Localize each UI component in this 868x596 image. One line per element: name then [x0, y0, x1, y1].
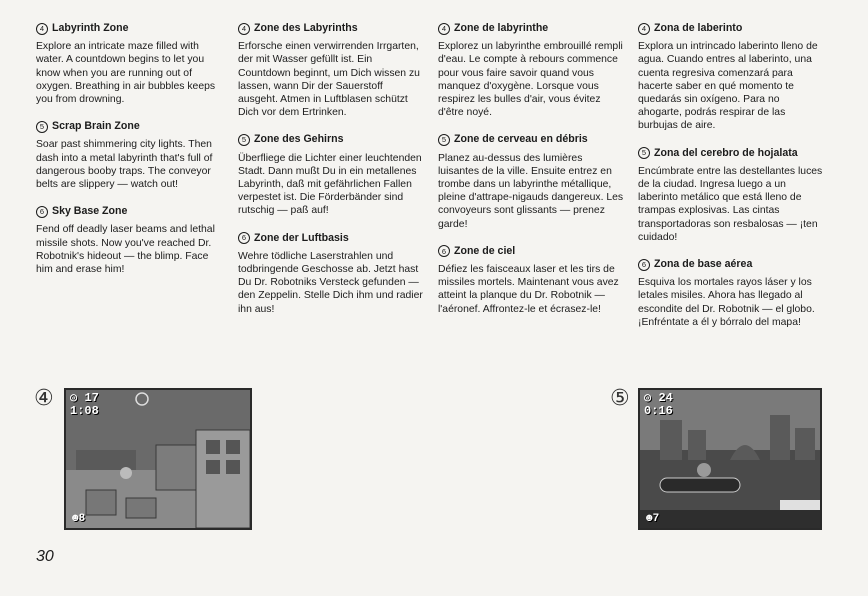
hud — [644, 392, 673, 418]
section-title: Labyrinth Zone — [52, 22, 129, 34]
screenshot-scrap-brain-zone — [638, 388, 822, 530]
circled-number: 4 — [36, 23, 48, 35]
section-sky-base — [36, 205, 222, 276]
section-body: Überfliege die Lichter einer leuchtenden Stadt. Dann mußt Du in ein metallenes Labyrinth, daß mit gefährlichen Fallen verpestet ist. Die Förderbänder sind rutschig — paß auf! — [238, 152, 422, 217]
timer: 0:16 — [644, 404, 673, 418]
section-body: Planez au-dessus des lumières luisantes de la ville. Ensuite entrez en trombe dans un labyrinthe métallique, pleine d'attrape-nigauds dangereux. Les convoyeurs sont glissants — prenez garde! — [438, 152, 624, 230]
section-scrap-brain — [36, 120, 222, 191]
section-labyrinth — [638, 22, 824, 133]
section-body: Erforsche einen verwirrenden Irrgarten, der mit Wasser gefüllt ist. Ein Countdown beginnt, um Dich wissen zu lassen, wann Dir der Sauerstoff ausgeht. Atmen in Luftblasen schützt Dich vor dem Ertrinken. — [238, 41, 420, 119]
section-title: Zone de ciel — [454, 244, 516, 257]
circled-number: 4 — [638, 23, 650, 35]
circled-number: 6 — [36, 206, 48, 218]
ring-count: 24 — [658, 391, 673, 405]
section-scrap-brain — [638, 147, 824, 244]
page-number: 30 — [36, 548, 54, 565]
section-title: Zone des Labyrinths — [254, 22, 358, 34]
section-title: Scrap Brain Zone — [52, 120, 140, 133]
section-body: Esquiva los mortales rayos láser y los letales misiles. Ahora has llegado al escondite del Dr. Robotnik — el globo. ¡Enfréntate a él y bórralo del mapa! — [638, 277, 815, 328]
section-body: Fend off deadly laser beams and lethal missile shots. Now you've reached Dr. Robotnik's hideout — the blimp. Face him and erase him! — [36, 224, 215, 276]
column-english — [36, 22, 222, 290]
section-body: Explorez un labyrinthe embrouillé rempli d'eau. Le compte à rebours commence pour vous faire savoir quand vous manquez d'oxygène. Lorsque vous respirez les bulles d'air, vous évitez d'être noyé. — [438, 41, 623, 119]
section-body: Soar past shimmering city lights. Then dash into a metal labyrinth that's full of dangerous booby traps. The conveyor belts are slippery — watch out! — [36, 139, 213, 191]
section-scrap-brain — [438, 133, 624, 230]
ring-icon: ◎ — [70, 391, 78, 405]
lives-counter: ☻8 — [72, 513, 86, 525]
circled-number: 6 — [238, 232, 250, 244]
circled-number: 6 — [438, 245, 450, 257]
screenshot-number: ⑤ — [610, 385, 630, 410]
column-french — [438, 22, 624, 330]
circled-number: 5 — [238, 134, 250, 146]
circled-number: 6 — [638, 259, 650, 271]
section-body: Explora un intrincado laberinto lleno de agua. Cuando entres al laberinto, una cuenta regresiva comenzará para hacerte saber en qué momento te quedarás sin oxígeno. Para no ahogarte, podrás respirar de las burbujas de aire. — [638, 41, 818, 132]
circled-number: 4 — [238, 23, 250, 35]
section-labyrinth — [36, 22, 222, 106]
section-sky-base — [238, 232, 424, 316]
ring-icon: ◎ — [644, 391, 652, 405]
section-title: Zone de labyrinthe — [454, 22, 549, 34]
section-sky-base — [438, 245, 624, 316]
circled-number: 4 — [438, 23, 450, 35]
hud — [70, 392, 99, 418]
section-scrap-brain — [238, 133, 424, 217]
lives-counter: ☻7 — [646, 513, 660, 525]
section-labyrinth — [438, 22, 624, 119]
section-title: Sky Base Zone — [52, 205, 128, 218]
circled-number: 5 — [438, 134, 450, 146]
screenshot-labyrinth-zone — [64, 388, 252, 530]
section-title: Zona del cerebro de hojalata — [654, 146, 798, 159]
ring-count: 17 — [84, 391, 99, 405]
section-sky-base — [638, 258, 824, 329]
section-title: Zone der Luftbasis — [254, 231, 349, 244]
section-body: Défiez les faisceaux laser et les tirs de missiles mortels. Maintenant vous avez atteint la planque du Dr. Robotnik — l'aéronef. Affrontez-le et écrasez-le! — [438, 264, 619, 315]
column-german — [238, 22, 424, 330]
circled-number: 5 — [638, 147, 650, 159]
section-title: Zone des Gehirns — [254, 133, 344, 146]
sonic-life-icon: ☻ — [646, 513, 653, 525]
circled-number: 5 — [36, 121, 48, 133]
section-labyrinth — [238, 22, 424, 119]
timer: 1:08 — [70, 404, 99, 418]
section-body: Wehre tödliche Laserstrahlen und todbringende Geschosse ab. Jetzt hast Du Dr. Robotniks Versteck gefunden — den Zeppelin. Stelle Dich ihm und radier ihn aus! — [238, 250, 423, 315]
section-body: Encúmbrate entre las destellantes luces de la ciudad. Ingresa luego a un laberinto metálico que está lleno de trampas explosivas. Las cintas transportadoras son resbalosas — ¡ten cuidado! — [638, 165, 823, 243]
screenshot-number: ④ — [34, 385, 54, 410]
column-spanish — [638, 22, 824, 343]
section-title: Zone de cerveau en débris — [454, 133, 588, 146]
sonic-life-icon: ☻ — [72, 513, 79, 525]
section-body: Explore an intricate maze filled with water. A countdown begins to let you know when you are running out of oxygen. Breathing in air bubbles keeps you from drowning. — [36, 41, 216, 106]
section-title: Zona de base aérea — [654, 258, 753, 271]
section-title: Zona de laberinto — [654, 22, 743, 34]
